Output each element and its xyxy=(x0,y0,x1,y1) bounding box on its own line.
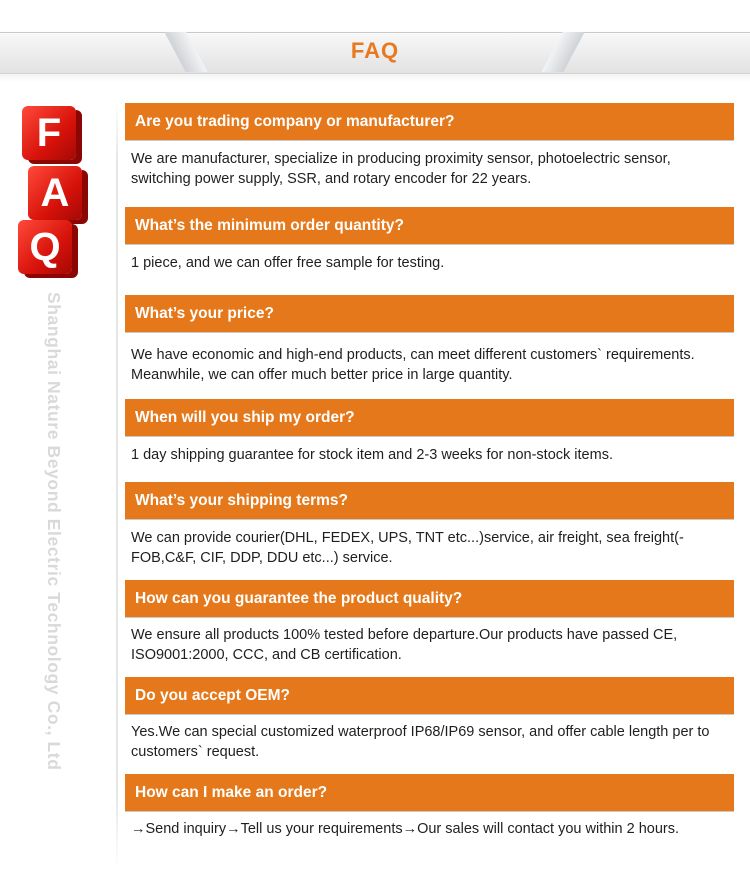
page-header xyxy=(0,0,750,82)
header-divider-top xyxy=(0,32,750,33)
page-title: FAQ xyxy=(350,38,400,63)
faq-question: What’s your price? xyxy=(125,295,734,332)
faq-answer: We can provide courier(DHL, FEDEX, UPS, TNT etc...)service, air freight, sea freight(-FOB,C&F, CIF, DDP, DDU etc...) service. xyxy=(131,530,684,566)
faq-question: What’s the minimum order quantity? xyxy=(125,207,734,244)
sidebar-divider xyxy=(116,100,118,870)
faq-answer: Yes.We can special customized waterproof IP68/IP69 sensor, and offer cable length per to customers` request. xyxy=(131,724,710,760)
faq-answer: →Send inquiry→Tell us your requirements→Our sales will contact you within 2 hours. xyxy=(131,821,680,837)
faq-question: What’s your shipping terms? xyxy=(125,482,734,519)
logo-cube-a: A xyxy=(28,166,82,220)
logo-cube-f: F xyxy=(22,106,76,160)
header-divider-bottom xyxy=(0,73,750,74)
faq-question: How can I make an order? xyxy=(125,774,734,811)
company-name: Shanghai Nature Beyond Electric Technology Co., Ltd xyxy=(44,292,64,771)
faq-question: How can you guarantee the product quality? xyxy=(125,580,734,617)
faq-answer: 1 day shipping guarantee for stock item and 2-3 weeks for non-stock items. xyxy=(131,447,613,463)
faq-logo xyxy=(10,98,100,288)
logo-cube-q: Q xyxy=(18,220,72,274)
faq-answer: We are manufacturer, specialize in producing proximity sensor, photoelectric sensor, switching power supply, SSR, and rotary encoder for 22 years. xyxy=(131,151,671,187)
faq-answer: We ensure all products 100% tested before departure.Our products have passed CE, ISO9001:2000, CCC, and CB certification. xyxy=(131,627,678,663)
faq-answer: 1 piece, and we can offer free sample for testing. xyxy=(131,255,445,271)
faq-question: Are you trading company or manufacturer? xyxy=(125,103,734,140)
faq-question: Do you accept OEM? xyxy=(125,677,734,714)
faq-answer: We have economic and high-end products, can meet different customers` requirements. Meanwhile, we can offer much better price in large quantity. xyxy=(131,347,695,383)
faq-question: When will you ship my order? xyxy=(125,399,734,436)
company-watermark xyxy=(42,292,82,822)
